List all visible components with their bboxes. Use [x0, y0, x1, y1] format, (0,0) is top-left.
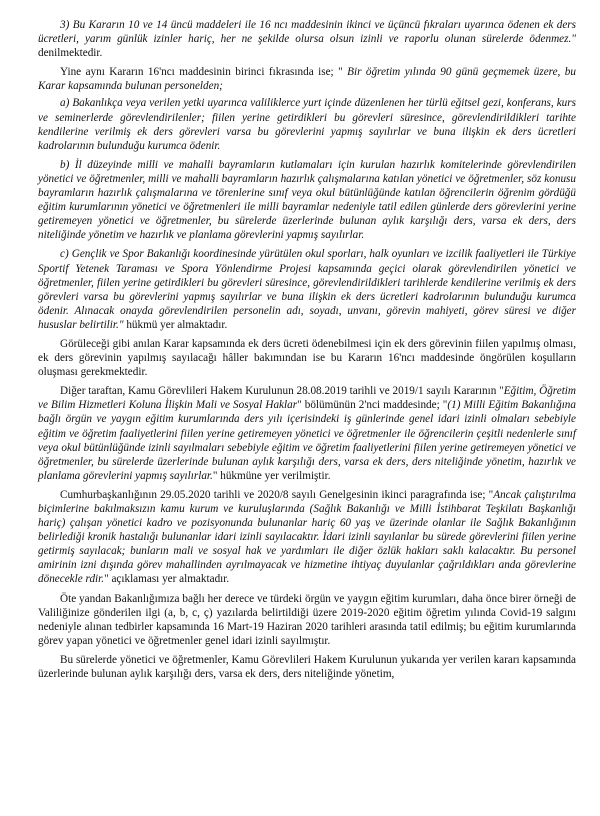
paragraph-item-c — [38, 247, 576, 332]
paragraph-plain-text: Diğer taraftan, Kamu Görevlileri Hakem Kurulunun 28.08.2019 tarihli ve 2019/1 sayılı Kararının " — [60, 385, 504, 398]
paragraph-plain-text: " hükmüne yer verilmiştir. — [212, 469, 331, 482]
paragraph-italic-text: (1) Milli Eğitim Bakanlığına bağlı örgün ve yaygın eğitim kurumlarında ders yılı içerisindeki iş günlerinde genel idari izinli olmaları sebebiyle eğitim ve öğretim faaliyetlerini fiilen yerine getiremeyen yönetici ve öğretmenler ile öğrencilerin çeşitli nedenlerle sınıf veya okul bütünlüğünde izinli sayılmaları sebebiyle eğitim ve öğretim faaliyetlerini fiilen yerine getiremeyen yönetici ve öğretmenler, bu sürelerde üzerlerinde bulunan aylık karşılığı ders, varsa ek ders, ders niteliğinde yönetim, hazırlık ve planlama görevlerini yapmış sayılırlar. — [38, 399, 576, 482]
paragraph-covid-closure — [38, 592, 576, 648]
paragraph-italic-text: Bir öğretim yılında 90 günü geçmemek üzere, bu Karar kapsamında bulunan personelden; — [38, 66, 576, 93]
paragraph-final — [38, 653, 576, 681]
paragraph-arbitration-board — [38, 384, 576, 483]
paragraph-plain-text: Bu sürelerde yönetici ve öğretmenler, Kamu Görevlileri Hakem Kurulunun yukarıda yer verilen kararı kapsamında üzerlerinde bulunan aylık karşılığı ders, varsa ek ders, ders niteliğinde yönetim, — [38, 653, 576, 681]
paragraph-italic-text: b) İl düzeyinde milli ve mahalli bayramların kutlamaları için kurulan hazırlık komitelerinde görevlendirilen yönetici ve öğretmenler, milli ve mahalli bayramların hazırlık çalışmalarına katılan yönetici ve öğretmenler, söz konusu bayramların hazırlık çalışmalarına ve törenlerine sınıf veya okul bütünlüğünde katılan öğrencilerin öğrenim gördüğü eğitim kurumlarının yönetici ve öğretmenleri ile milli bayramlar nedeniyle tatil edilen günlerde ders görevlerini yerine getiremeyen yönetici ve öğretmenler, bu sürelerde üzerlerinde bulunan aylık karşılığı ders, varsa ek ders, ders niteliğinde yönetim ve hazırlık ve planlama görevlerini yapmış sayılırlar. — [38, 158, 576, 242]
paragraph-3-item — [38, 18, 576, 60]
paragraph-plain-text: Yine aynı Kararın 16'ncı maddesinin birinci fıkrasında ise; " — [60, 66, 348, 79]
paragraph-italic-text: Eğitim, Öğretim ve Bilim Hizmetleri Koluna İlişkin Mali ve Sosyal Haklar — [38, 385, 576, 412]
paragraph-plain-text: Öte yandan Bakanlığımıza bağlı her derece ve türdeki örgün ve yaygın eğitim kurumları, daha önce birer örneği de Valiliğinize gönderilen ilgi (a, b, c, ç) yazılarda belirtildiği üzere 2019-2020 eğitim öğretim yılında Covid-19 salgını nedeniyle alınan tedbirler kapsamında 16 Mart-19 Haziran 2020 tarihleri arasında tatil edilmiş; bu eğitim kurumlarında görev yapan yönetici ve öğretmenler genel idari izinli sayılmıştır. — [38, 592, 576, 647]
paragraph-italic-text: c) Gençlik ve Spor Bakanlığı koordinesinde yürütülen okul sporları, halk oyunları ve izcilik faaliyetleri ile Türkiye Sportif Yetenek Taraması ve Spora Yönlendirme Projesi kapsamında geçici olarak görevlendirilen yönetici ve öğretmenler, fiilen yerine getirdikleri bu görevleri süresince, görevlendirildikleri tarihlerde kendilerine verilmiş ek ders görevleri varsa bu görevlerini yapmış sayılırlar ve buna ilişkin ek ders ücretleri kadrolarının bulunduğu kurumca ödenir. Alınacak onayda görevlendirilen personelin adı, soyadı, unvanı, görevin mahiyeti, görev süresi ve diğer hususlar belirtilir." — [38, 248, 576, 331]
paragraph-article-16-intro — [38, 65, 576, 93]
paragraph-plain-text: Cumhurbaşkanlığının 29.05.2020 tarihli ve 2020/8 sayılı Genelgesinin ikinci paragrafında ise; " — [60, 488, 494, 501]
document-page — [38, 18, 576, 686]
paragraph-italic-text: Ancak çalıştırılma biçimlerine bakılmaksızın kamu kurum ve kuruluşlarında (Sağlık Bakanlığı ve Milli İstihbarat Teşkilatı Başkanlığı hariç) çalışan yönetici kadro ve pozisyonunda bulunanlar hariç 60 yaş ve üzerinde olanlar ile Sağlık Bakanlığının belirlediği kronik hastalığı bulunanlar idari izinli sayılacaktır. İdari izinli sayılanlar bu sürede görevlerini fiilen yerine getirmiş sayılacak; bunların mali ve sosyal hak ve yardımları ile diğer özlük hakları saklı kalacaktır. Bu personel amirinin izni dışında görev mahallinden ayrılmayacak ve hizmetine ihtiyaç duyulanlar çağrıldıkları anda görevlerine dönecekle rdir. — [38, 488, 576, 586]
paragraph-plain-text: Görüleceği gibi anılan Karar kapsamında ek ders ücreti ödenebilmesi için ek ders görevinin fiilen yapılmış olması, ek ders görevinin yapılmış sayılacağı hâller bakımından ise bu Kararın 16'ncı maddesinde öngörülen koşulların oluşması gerekmektedir. — [38, 337, 576, 379]
paragraph-italic-text: 3) Bu Kararın 10 ve 14 üncü maddeleri ile 16 ncı maddesinin ikinci ve üçüncü fıkraları uyarınca ödenen ek ders ücretleri, yarım günlük izinler hariç, her ne şekilde olursa olsun izinli ve raporlu olunan sürelerde ödenmez." — [38, 19, 576, 46]
paragraph-item-b — [38, 158, 576, 243]
paragraph-presidential-circular — [38, 488, 576, 587]
paragraph-plain-text: " bölümünün 2'nci maddesinde; " — [297, 399, 448, 412]
paragraph-item-a — [38, 96, 576, 152]
paragraph-italic-text: a) Bakanlıkça veya verilen yetki uyarınca valiliklerce yurt içinde düzenlenen her türlü eğitsel gezi, konferans, kurs ve seminerlerde görevlendirilenler; fiilen yerine getirdikleri bu görevleri süresince, görevlendirildikleri tarihte kendilerine verilmiş ek ders görevleri varsa bu görevlerini yapmış sayılırlar ve buna ilişkin ek ders ücretleri kadrolarının bulunduğu kurumca ödenir. — [38, 97, 576, 152]
paragraph-plain-text: hükmü yer almaktadır. — [123, 318, 228, 331]
paragraph-conditions — [38, 337, 576, 379]
paragraph-plain-text: denilmektedir. — [38, 47, 103, 60]
paragraph-plain-text: " açıklaması yer almaktadır. — [104, 573, 230, 586]
